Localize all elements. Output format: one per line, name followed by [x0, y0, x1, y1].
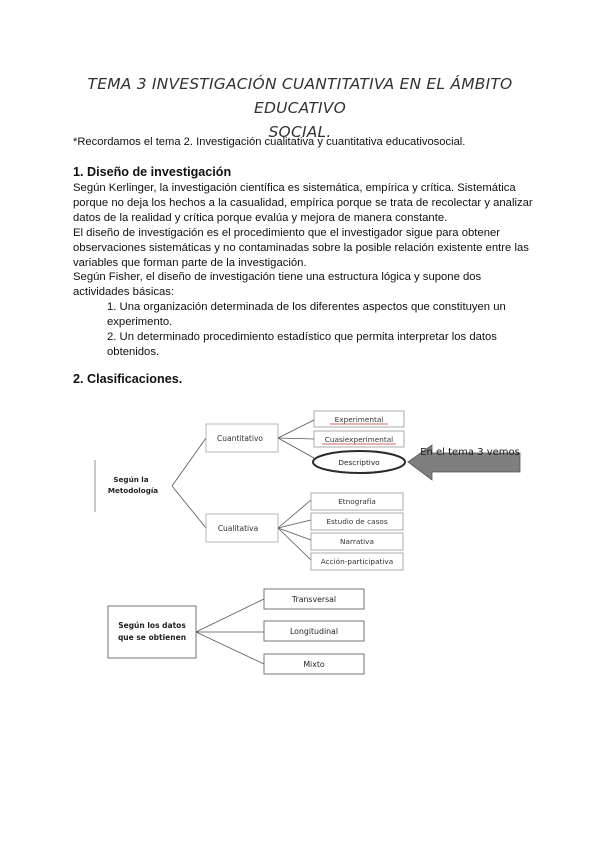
leaf-label-experimental: Experimental [334, 415, 384, 424]
data-collection-diagram [0, 582, 600, 687]
connector-line [196, 632, 264, 664]
leaf-label-ethnography: Etnografía [338, 497, 376, 506]
connector-line [278, 438, 314, 458]
connector-line [172, 438, 206, 486]
list-item: 2. Un determinado procedimiento estadístico que permita interpretar los datos obtenidos. [107, 331, 497, 358]
root-box [108, 606, 196, 658]
branch-label-quantitative: Cuantitativo [217, 434, 263, 443]
leaf-label-descriptive: Descriptivo [338, 458, 380, 467]
document-title [60, 72, 540, 144]
leaf-label-action: Acción-participativa [320, 557, 394, 566]
leaf-label-longitudinal: Longitudinal [289, 627, 339, 636]
connector-line [278, 420, 314, 438]
paragraph-kerlinger: Según Kerlinger, la investigación científica es sistemática, empírica y crítica. Sistemática porque no deja los hechos a la casualidad, empírica porque se trata de recolectar y analizar datos de la realidad y crítica porque evalúa y mejora de manera constante. [73, 182, 533, 224]
section-2-heading: 2. Clasificaciones. [73, 372, 183, 386]
root-label-1: Según los datos [118, 621, 186, 630]
title-line-2: SOCIAL. [268, 123, 332, 141]
connector-line [278, 528, 311, 560]
paragraph-fisher: Según Fisher, el diseño de investigación tiene una estructura lógica y supone dos actividades básicas: [73, 271, 482, 299]
connector-line [172, 486, 206, 528]
root-label-1: Según la [113, 475, 149, 484]
leaf-label-case-study: Estudio de casos [326, 517, 388, 526]
leaf-label-narrative: Narrativa [340, 537, 374, 546]
list-item: 1. Una organización determinada de los diferentes aspectos que constituyen un experimento. [107, 301, 506, 329]
methodology-diagram [0, 400, 600, 575]
root-label-2: que se obtienen [117, 633, 187, 642]
connector-line [278, 438, 314, 439]
callout-text: En el tema 3 vemos [420, 447, 520, 458]
connector-line [196, 599, 264, 632]
branch-label-qualitative: Cualitativa [217, 524, 259, 533]
section-1-body [73, 181, 535, 360]
root-label-2: Metodología [107, 486, 159, 495]
connector-line [278, 528, 311, 540]
recap-note: *Recordamos el tema 2. Investigación cualitativa y cuantitativa educativosocial. [73, 136, 466, 148]
leaf-label-quasi: Cuasiexperimental [324, 435, 394, 444]
title-line-1: TEMA 3 INVESTIGACIÓN CUANTITATIVA EN EL ÁMBITO EDUCATIVO [87, 75, 513, 117]
section-1-heading: 1. Diseño de investigación [73, 165, 232, 179]
activities-list [73, 300, 535, 360]
leaf-label-transversal: Transversal [291, 595, 337, 604]
leaf-label-mixed: Mixto [303, 660, 325, 669]
paragraph-definition: El diseño de investigación es el procedimiento que el investigador sigue para obtener observaciones sistemáticas y no contaminadas sobre la posible relación existente entre las variables que forman parte de la investigación. [73, 226, 529, 269]
